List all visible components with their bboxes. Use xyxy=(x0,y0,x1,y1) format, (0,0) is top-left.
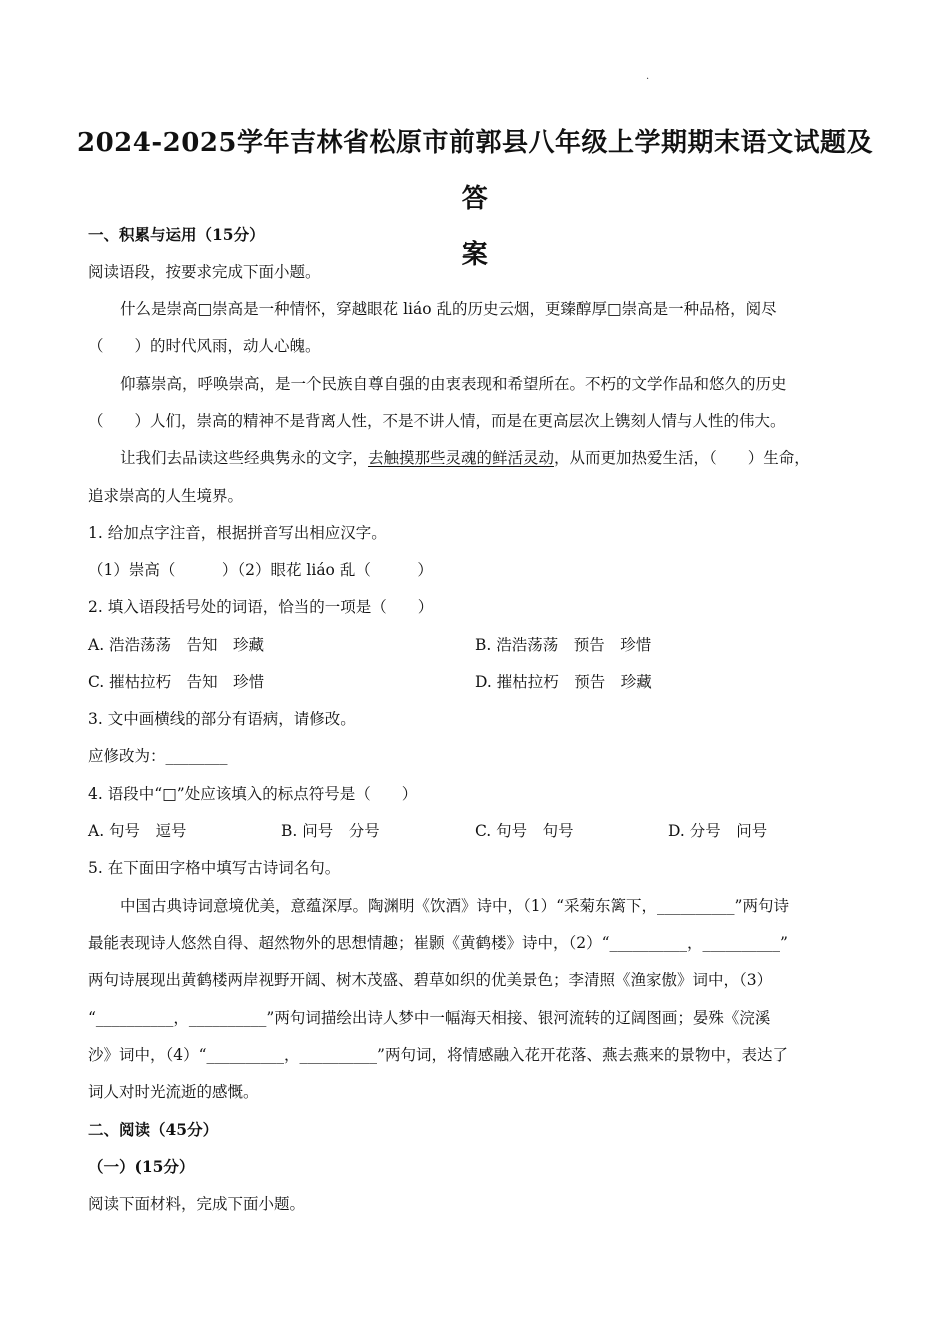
q5-line2: 最能表现诗人悠然自得、超然物外的思想情趣；崔颢《黄鹤楼》诗中，（2）“__________，__________” xyxy=(88,934,788,952)
question-1-sub: （1）崇高（ ）（2）眼花 liáo 乱（ ） xyxy=(88,561,433,579)
section2-sub-heading: （一）(15分） xyxy=(88,1157,195,1176)
q4-option-a: A. 句号 逗号 xyxy=(88,822,187,840)
question-2: 2. 填入语段括号处的词语，恰当的一项是（ ） xyxy=(88,598,434,616)
para2-line2: （ ）人们，崇高的精神不是背离人性，不是不讲人情，而是在更高层次上镌刻人情与人性的伟大。 xyxy=(88,412,786,430)
page-title xyxy=(70,115,880,283)
question-3: 3. 文中画横线的部分有语病，请修改。 xyxy=(88,710,356,728)
para1-line1: 什么是崇高□崇高是一种情怀，穿越眼花 liáo 乱的历史云烟，更臻醇厚□崇高是一种品格，阅尽 xyxy=(120,300,777,318)
q5-line3: 两句诗展现出黄鹤楼两岸视野开阔、树木茂盛、碧草如织的优美景色；李清照《渔家傲》词中，（3） xyxy=(88,971,773,989)
q5-line5: 沙》词中，（4）“__________，__________”两句词，将情感融入花开花落、燕去燕来的景物中，表达了 xyxy=(88,1046,788,1064)
header-dot: · xyxy=(646,74,650,85)
section2-instruction: 阅读下面材料，完成下面小题。 xyxy=(88,1195,306,1213)
q4-option-c: C. 句号 句号 xyxy=(475,822,574,840)
para3-post: ，从而更加热爱生活，（ ）生命， xyxy=(554,449,810,467)
title-line-1: 2024-2025学年吉林省松原市前郭县八年级上学期期末语文试题及答 xyxy=(76,128,874,214)
para3-pre: 让我们去品读这些经典隽永的文字， xyxy=(120,449,369,467)
q4-option-d: D. 分号 问号 xyxy=(668,822,768,840)
q2-option-a: A. 浩浩荡荡 告知 珍藏 xyxy=(88,636,265,654)
q4-option-b: B. 问号 分号 xyxy=(281,822,380,840)
question-3-answer: 应修改为：________ xyxy=(88,747,228,765)
question-5: 5. 在下面田字格中填写古诗词名句。 xyxy=(88,859,341,877)
question-4: 4. 语段中“□”处应该填入的标点符号是（ ） xyxy=(88,785,418,803)
title-line-2: 案 xyxy=(461,240,489,270)
q5-line6: 词人对时光流逝的感慨。 xyxy=(88,1083,259,1101)
para2-line1: 仰慕崇高，呼唤崇高，是一个民族自尊自强的由衷表现和希望所在。不朽的文学作品和悠久的历史 xyxy=(120,375,787,393)
section1-heading: 一、积累与运用（15分） xyxy=(88,225,265,244)
para3-underlined: 去触摸那些灵魂的鲜活灵动 xyxy=(368,449,555,467)
para3-line1 xyxy=(120,447,868,469)
q2-option-d: D. 摧枯拉朽 预告 珍藏 xyxy=(475,673,652,691)
section2-heading: 二、阅读（45分） xyxy=(88,1120,219,1139)
q2-option-b: B. 浩浩荡荡 预告 珍惜 xyxy=(475,636,652,654)
question-1: 1. 给加点字注音，根据拼音写出相应汉字。 xyxy=(88,524,387,542)
para1-line2: （ ）的时代风雨，动人心魄。 xyxy=(88,337,321,355)
q5-line4: “__________，__________”两句词描绘出诗人梦中一幅海天相接、银河流转的辽阔图画；晏殊《浣溪 xyxy=(88,1009,771,1027)
q2-option-c: C. 摧枯拉朽 告知 珍惜 xyxy=(88,673,265,691)
q5-line1: 中国古典诗词意境优美，意蕴深厚。陶渊明《饮酒》诗中，（1）“采菊东篱下，__________”两句诗 xyxy=(120,897,789,915)
para3-line2: 追求崇高的人生境界。 xyxy=(88,487,244,505)
section1-instruction: 阅读语段，按要求完成下面小题。 xyxy=(88,263,321,281)
